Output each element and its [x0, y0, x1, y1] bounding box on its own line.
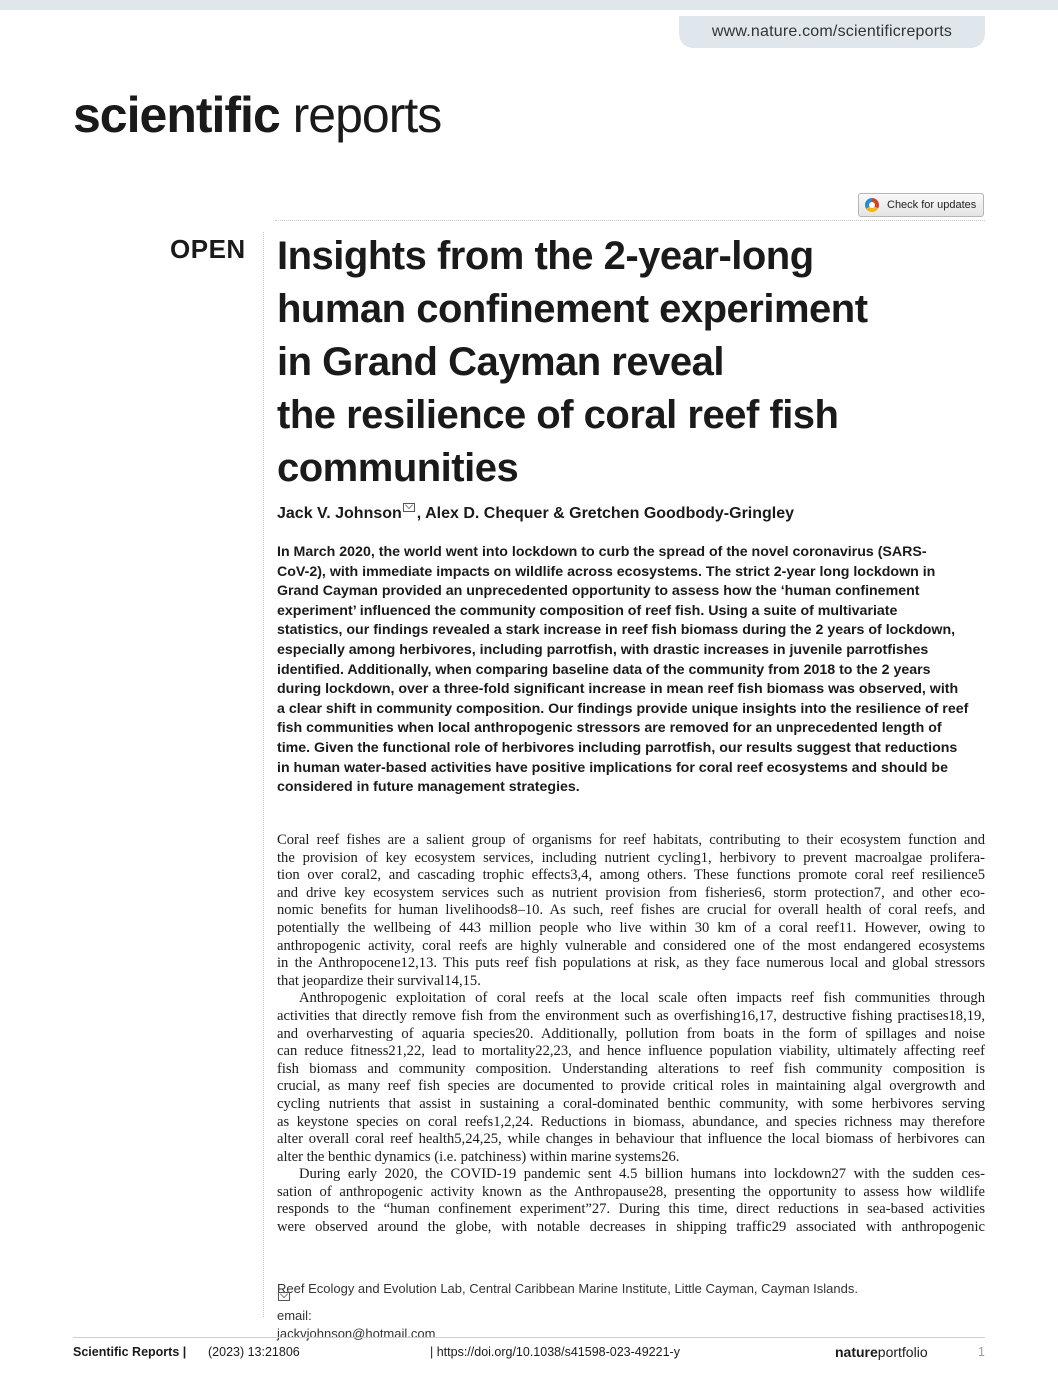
body-line: cycling nutrients that assist in sustaining a coral-dominated benthic community, with some herbivores serving — [277, 1095, 985, 1112]
body-line: responds to the “human confinement experiment”27. During this time, direct reductions in sea-based activities — [277, 1201, 985, 1218]
author-list — [277, 505, 794, 523]
body-line: sation of anthropogenic activity known as the Anthropause28, presenting the opportunity to assess how wildlife — [277, 1183, 985, 1200]
article-title — [277, 230, 977, 495]
margin-divider — [263, 232, 264, 1317]
body-line: potentially the wellbeing of 443 million people who live within 30 km of a coral reef11. However, owing to — [277, 919, 985, 936]
footer-divider — [73, 1337, 985, 1338]
body-line: alter the benthic dynamics (i.e. patchiness) within marine systems26. — [277, 1148, 680, 1165]
page-footer — [73, 1345, 985, 1363]
author-name[interactable]: Jack V. Johnson — [277, 505, 402, 522]
author-names-rest: , Alex D. Chequer & Gretchen Goodbody-Gringley — [416, 505, 795, 522]
body-line: that jeopardize their survival14,15. — [277, 972, 481, 989]
abstract-line: statistics, our findings revealed a stark increase in reef fish biomass during the 2 years of lockdown, — [277, 622, 956, 639]
abstract-line: Grand Cayman provided an unprecedented opportunity to assess how the ‘human confinement — [277, 583, 920, 600]
abstract-line: considered in future management strategies. — [277, 779, 580, 796]
abstract-line: CoV-2), with immediate impacts on wildlife across ecosystems. The strict 2-year long lockdown in — [277, 563, 936, 580]
body-line: the provision of key ecosystem services, including nutrient cycling1, herbivory to prevent macroalgae prolifera- — [277, 849, 985, 866]
affiliation-line — [277, 1280, 985, 1325]
title-line: communities — [277, 446, 519, 490]
publisher-logo-regular: portfolio — [877, 1344, 928, 1360]
open-access-label: OPEN — [170, 234, 246, 264]
abstract-line: time. Given the functional role of herbivores including parrotfish, our results suggest that reductions — [277, 739, 958, 756]
footer-journal: Scientific Reports | — [73, 1345, 187, 1359]
page-number: 1 — [978, 1345, 985, 1359]
journal-url-link[interactable]: www.nature.com/scientificreports — [679, 16, 985, 48]
abstract-line: experiment’ influenced the community composition of reef fish. Using a suite of multivariate — [277, 602, 898, 619]
abstract — [277, 543, 985, 798]
abstract-line: identified. Additionally, when comparing baseline data of the community from 2018 to the 2 years — [277, 661, 931, 678]
body-line: in the Anthropocene12,13. This puts reef fish populations at risk, as they face numerous local and global stressors — [277, 955, 985, 972]
body-line: activities that directly remove fish from the environment such as overfishing16,17, destructive fishing practises18,19, — [277, 1007, 985, 1024]
abstract-line: during lockdown, over a three-fold significant increase in mean reef fish biomass was observed, with — [277, 681, 959, 698]
body-line: fish biomass and community composition. Understanding alterations to reef fish community composition is — [277, 1060, 985, 1077]
check-for-updates-label: Check for updates — [887, 199, 977, 211]
email-icon[interactable] — [403, 503, 415, 512]
affiliation-note — [277, 1280, 985, 1343]
body-line: nomic benefits for human livelihoods8–10. As such, reef fishes are crucial for overall health of coral reefs, and — [277, 902, 985, 919]
title-line: Insights from the 2-year-long — [277, 234, 814, 278]
email-icon — [278, 1292, 290, 1301]
abstract-line: a clear shift in community composition. Our findings provide unique insights into the resilience of reef — [277, 700, 969, 717]
body-line: alter overall coral reef health5,24,25, while changes in behaviour that influence the local biomass of herbivores can — [277, 1131, 985, 1148]
abstract-line: fish communities when local anthropogenic stressors are removed for an unprecedented length of — [277, 720, 942, 737]
crossmark-icon — [865, 198, 879, 212]
affiliation-text: Reef Ecology and Evolution Lab, Central Caribbean Marine Institute, Little Cayman, Cayman Islands. — [277, 1281, 858, 1296]
journal-logo-regular: reports — [279, 87, 442, 143]
body-line: as keystone species on coral reefs1,2,24. Reductions in biomass, abundance, and species richness may therefore — [277, 1113, 985, 1130]
footer-volume: (2023) 13:21806 — [208, 1345, 300, 1359]
top-band — [0, 0, 1058, 10]
title-line: the resilience of coral reef fish — [277, 393, 839, 437]
header-divider — [275, 220, 985, 221]
body-line: During early 2020, the COVID-19 pandemic sent 4.5 billion humans into lockdown27 with the sudden ces- — [299, 1166, 985, 1183]
journal-logo-bold: scientific — [73, 87, 280, 143]
email-label: email: — [277, 1308, 312, 1323]
check-for-updates-button[interactable] — [858, 193, 984, 217]
footer-doi-link[interactable]: | https://doi.org/10.1038/s41598-023-49221-y — [430, 1345, 680, 1359]
body-line: Coral reef fishes are a salient group of organisms for reef habitats, contributing to their ecosystem function and — [277, 832, 985, 848]
body-line: anthropogenic activity, coral reefs are highly vulnerable and considered one of the most endangered ecosystems — [277, 937, 985, 954]
body-line: tion over coral2, and cascading trophic effects3,4, among others. These functions promote coral reef resilience5 — [277, 867, 985, 884]
email-address-link[interactable]: jackvjohnson@hotmail.com — [277, 1326, 436, 1341]
body-line: crucial, as many reef fish species are documented to provide critical roles in maintaining algal overgrowth and — [277, 1078, 985, 1095]
publisher-logo — [835, 1344, 928, 1360]
abstract-line: in human water-based activities have positive implications for coral reef ecosystems and should be — [277, 759, 948, 776]
body-line: Anthropogenic exploitation of coral reefs at the local scale often impacts reef fish communities through — [299, 990, 985, 1007]
journal-logo[interactable] — [73, 87, 442, 143]
body-line: can reduce fitness21,22, lead to mortality22,23, and hence influence population viability, ultimately affecting reef — [277, 1043, 985, 1060]
publisher-logo-bold: nature — [835, 1344, 878, 1360]
body-text — [277, 832, 985, 1237]
abstract-line: especially among herbivores, including parrotfish, with drastic increases in juvenile parrotfishes — [277, 641, 929, 658]
body-line: were observed around the globe, with notable decreases in shipping traffic29 associated with anthropogenic — [277, 1219, 985, 1236]
body-line: and drive key ecosystem services such as nutrient provision from fisheries6, storm protection7, and other eco- — [277, 884, 985, 901]
abstract-line: In March 2020, the world went into lockdown to curb the spread of the novel coronavirus (SARS- — [277, 544, 927, 560]
title-line: human confinement experiment — [277, 287, 868, 331]
body-line: and overharvesting of aquaria species20. Additionally, pollution from boats in the form of spillages and noise — [277, 1025, 985, 1042]
title-line: in Grand Cayman reveal — [277, 340, 724, 384]
